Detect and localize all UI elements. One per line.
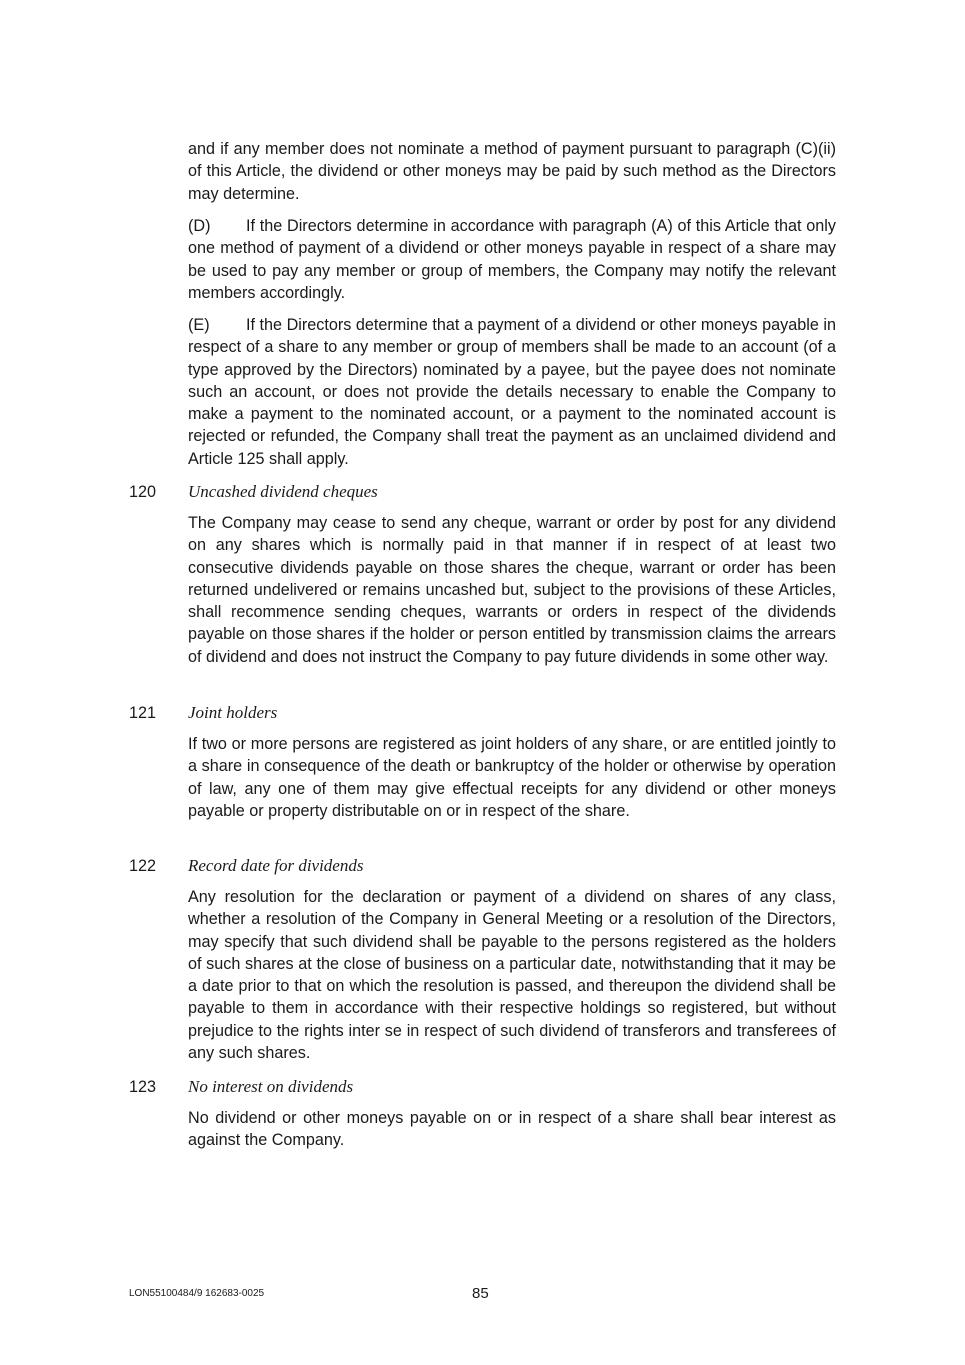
- footer-page-number: 85: [472, 1285, 489, 1302]
- subparagraph-d: [188, 215, 836, 304]
- article-heading: No interest on dividends: [188, 1077, 354, 1096]
- continuation-paragraph-block: [188, 138, 836, 205]
- article-body-block: [188, 733, 836, 822]
- article-heading: Joint holders: [188, 703, 278, 722]
- subparagraph-e-text: If the Directors determine that a payment of a dividend or other moneys payable in respect of a share to any member or group of members shall be made to an account (of a type approved by the Directors) nominated by a payee, but the payee does not nominate such an account, or does not provide the details necessary to enable the Company to make a payment to the nominated account, or a payment to the nominated account is rejected or refunded, the Company shall treat the payment as an unclaimed dividend and Article 125 shall apply.: [188, 316, 836, 468]
- article-number: 120: [129, 483, 157, 501]
- article-heading: Record date for dividends: [188, 856, 364, 875]
- article-body-block: [188, 1107, 836, 1152]
- footer-document-reference: LON55100484/9 162683-0025: [129, 1288, 265, 1299]
- article-body-block: [188, 512, 836, 668]
- article-body: No dividend or other moneys payable on or in respect of a share shall bear interest as against the Company.: [188, 1109, 836, 1150]
- article-number: 121: [129, 704, 157, 722]
- article-number: 123: [129, 1078, 157, 1096]
- subparagraph-e: [188, 314, 836, 470]
- article-body: If two or more persons are registered as joint holders of any share, or are entitled jointly to a share in consequence of the death or bankruptcy of the holder or otherwise by operation of law, any one of them may give effectual receipts for any dividend or other moneys payable or property distributable on or in respect of the share.: [188, 735, 836, 820]
- subparagraph-d-text: If the Directors determine in accordance with paragraph (A) of this Article that only one method of payment of a dividend or other moneys payable in respect of a share may be used to pay any member or group of members, the Company may notify the relevant members accordingly.: [188, 217, 836, 302]
- article-body: The Company may cease to send any cheque, warrant or order by post for any dividend on any shares which is normally paid in that manner if in respect of at least two consecutive dividends payable on those shares the cheque, warrant or order has been returned undelivered or remains uncashed but, subject to the provisions of these Articles, shall recommence sending cheques, warrants or orders in respect of the dividends payable on those shares if the holder or person entitled by transmission claims the arrears of dividend and does not instruct the Company to pay future dividends in some other way.: [188, 514, 836, 666]
- continuation-paragraph: and if any member does not nominate a method of payment pursuant to paragraph (C)(ii) of this Article, the dividend or other moneys may be paid by such method as the Directors may determine.: [188, 140, 836, 203]
- subparagraph-e-label: (E): [188, 316, 210, 334]
- article-heading: Uncashed dividend cheques: [188, 482, 378, 501]
- article-body: Any resolution for the declaration or payment of a dividend on shares of any class, whether a resolution of the Company in General Meeting or a resolution of the Directors, may specify that such dividend shall be payable to the persons registered as the holders of such shares at the close of business on a particular date, notwithstanding that it may be a date prior to that on which the resolution is passed, and thereupon the dividend shall be payable to them in accordance with their respective holdings so registered, but without prejudice to the rights inter se in respect of such dividend of transferors and transferees of any such shares.: [188, 888, 836, 1063]
- subparagraph-d-label: (D): [188, 217, 211, 235]
- article-body-block: [188, 886, 836, 1064]
- article-number: 122: [129, 857, 157, 875]
